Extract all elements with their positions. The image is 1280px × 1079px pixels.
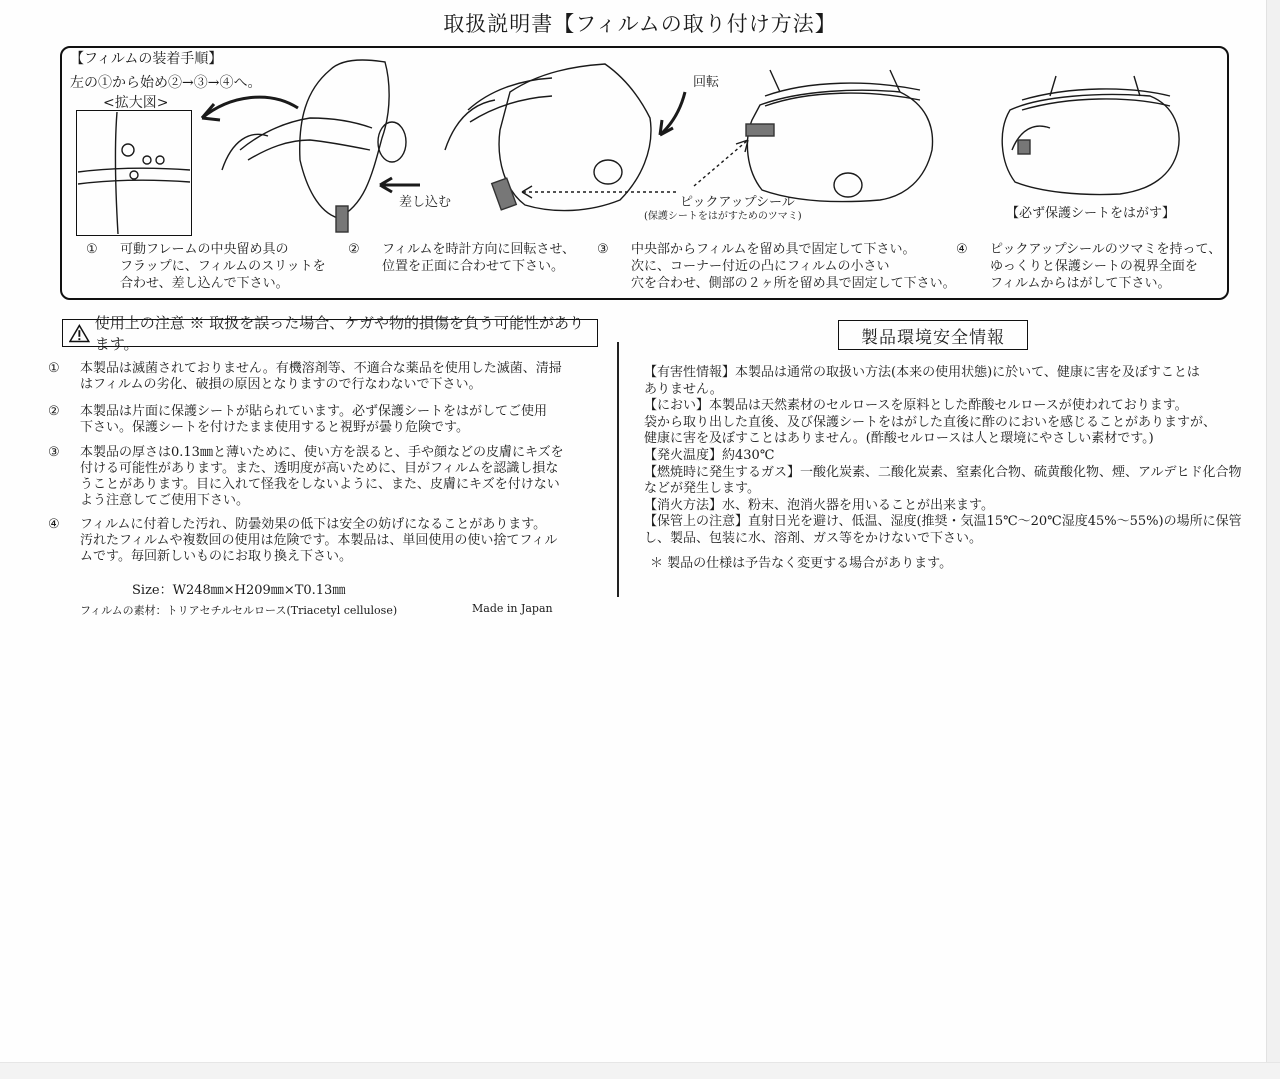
pickup-seal-note: (保護シートをはがすためのツマミ) [644, 211, 802, 222]
caution-number: ③ [48, 445, 60, 460]
product-size: Size：W248㎜×H209㎜×T0.13㎜ [132, 583, 346, 598]
caution-number: ② [48, 404, 60, 419]
must-peel-callout: 【必ず保護シートをはがす】 [1006, 206, 1176, 221]
step4-illustration [1002, 76, 1179, 195]
page-title: 取扱説明書【フィルムの取り付け方法】 [443, 12, 837, 36]
sheet-bottom-edge [0, 1062, 1280, 1079]
step-text: フィルムを時計方向に回転させ、 位置を正面に合わせて下さい。 [382, 242, 576, 274]
insert-callout: 差し込む [399, 195, 452, 210]
step-3 [597, 241, 967, 295]
caution-number: ④ [48, 517, 60, 532]
step2-illustration [445, 64, 685, 211]
enlarged-view-label: <拡大図> [103, 95, 169, 111]
spec-change-note: ＊ 製品の仕様は予告なく変更する場合があります。 [650, 556, 953, 571]
step-text: 可動フレームの中央留め具の フラップに、フィルムのスリットを 合わせ、差し込んで下さい。 [120, 242, 326, 291]
environment-body: 【有害性情報】本製品は通常の取扱い方法(本来の使用状態)に於いて、健康に害を及ぼすことは ありません。 【におい】本製品は天然素材のセルロースを原料とした酢酸セルロースが使われております。 袋から取り出した直後、及び保護シートをはがした直後に酢のにおいを感じることがありますが、 健康に害を及ぼすことはありません。(酢酸セルロースは人と環境にやさしい素材です。) 【発火温度】約430℃ 【燃焼時に発生するガス】一酸化炭素、二酸化炭素、窒素化合物、硫黄酸化物、煙、アルデヒド化合物 などが発生します。 【消火方法】水、粉末、泡消火器を用いることが出来ます。 【保管上の注意】直射日光を避け、低温、湿度(推奨・気温15℃～20℃湿度45%～55%)の場所に保管 し、製品、包装に水、溶剤、ガス等をかけないで下さい。 [644, 365, 1242, 546]
caution-heading: 使用上の注意 ※ 取扱を誤った場合、ケガや物的損傷を負う可能性があります。 [94, 314, 584, 353]
step-number: ③ [597, 242, 609, 257]
enlarged-detail-illustration [78, 112, 190, 234]
rotate-callout: 回転 [693, 75, 720, 90]
step-number: ④ [956, 242, 968, 257]
step-text: 中央部からフィルムを留め具で固定して下さい。 次に、コーナー付近の凸にフィルムの小さい 穴を合わせ、側部の２ヶ所を留め具で固定して下さい。 [631, 242, 956, 291]
made-in-label: Made in Japan [472, 602, 553, 615]
column-divider [617, 342, 619, 597]
step-number: ① [86, 242, 98, 257]
warning-triangle-icon [69, 324, 90, 343]
step-4 [956, 241, 1226, 295]
environment-heading: 製品環境安全情報 [861, 327, 1005, 348]
step-2 [348, 241, 598, 281]
step-text: ピックアップシールのツマミを持って、 ゆっくりと保護シートの視界全面を フィルムからはがして下さい。 [990, 242, 1222, 291]
caution-heading-box [62, 314, 598, 353]
pickup-seal-callout: ピックアップシール [680, 195, 795, 210]
caution-text: フィルムに付着した汚れ、防曇効果の低下は安全の妨げになることがあります。 汚れたフィルムや複数回の使用は危険です。本製品は、単回使用の使い捨てフィル ムです。毎回新しいものにお取り換え下さい。 [80, 517, 558, 564]
caution-number: ① [48, 361, 60, 376]
film-material: フィルムの素材：トリアセチルセルロース(Triacetyl cellulose) [80, 604, 398, 617]
caution-text: 本製品は片面に保護シートが貼られています。必ず保護シートをはがしてご使用 下さい。保護シートを付けたまま使用すると視野が曇り危険です。 [80, 404, 547, 435]
enlarge-arrow-icon [202, 97, 298, 118]
procedure-label: 【フィルムの装着手順】 [70, 51, 223, 67]
step3-illustration [746, 70, 933, 202]
step-1 [86, 241, 356, 295]
caution-text: 本製品の厚さは0.13㎜と薄いために、使い方を誤ると、手や顔などの皮膚にキズを 付ける可能性があります。また、透明度が高いために、目がフィルムを認識し損な うことがあります。目に入れて怪我をしないように、また、皮膚にキズを付けない よう注意してご使用下さい。 [80, 445, 564, 508]
procedure-order: 左の①から始め②→③→④へ。 [70, 75, 262, 91]
step-number: ② [348, 242, 360, 257]
step1-illustration [222, 60, 420, 232]
caution-text: 本製品は滅菌されておりません。有機溶剤等、不適合な薬品を使用した滅菌、清掃 はフィルムの劣化、破損の原因となりますので行なわないで下さい。 [80, 361, 562, 392]
environment-heading-box [838, 320, 1028, 350]
